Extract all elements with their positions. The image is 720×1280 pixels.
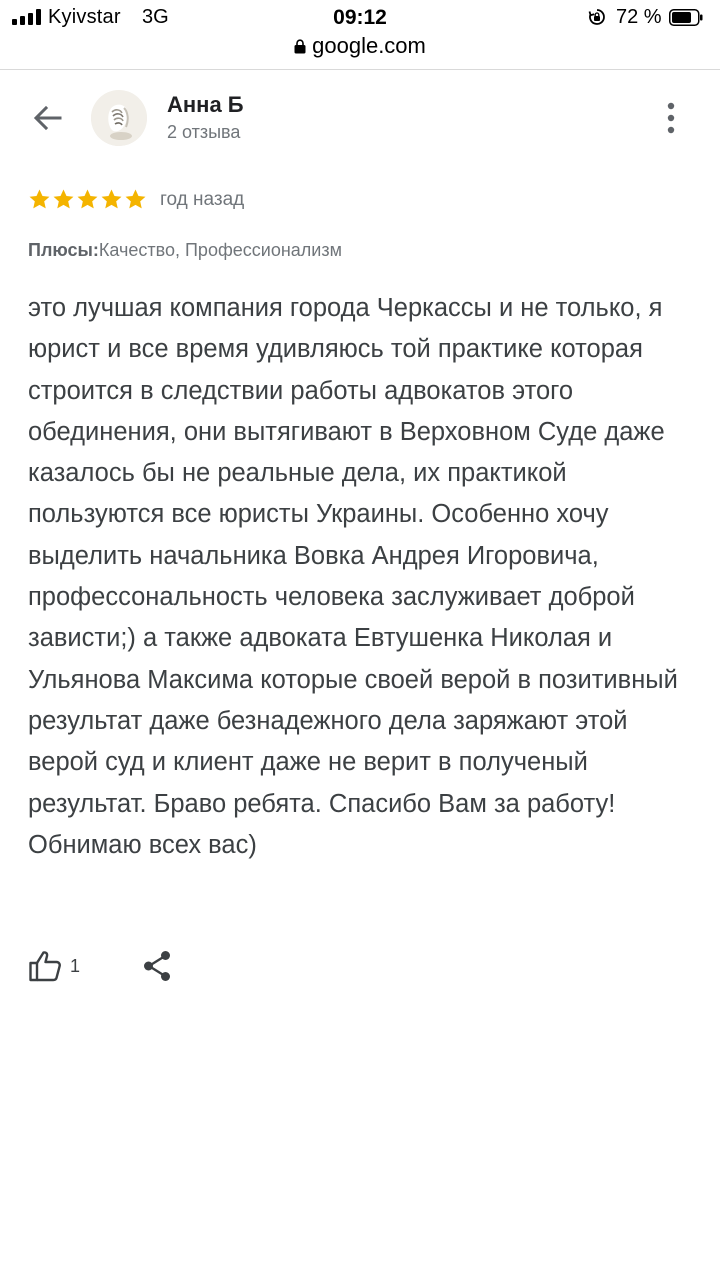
avatar-image <box>91 90 147 146</box>
pros-label: Плюсы: <box>28 240 99 260</box>
star-icon <box>28 188 51 211</box>
star-icon <box>100 188 123 211</box>
like-button[interactable] <box>28 946 80 986</box>
divider <box>0 69 720 70</box>
rotation-lock-icon <box>588 8 606 26</box>
lock-icon <box>294 39 306 54</box>
thumb-up-icon <box>28 949 62 983</box>
back-arrow-icon <box>32 102 64 134</box>
carrier-name: Kyivstar <box>48 6 121 28</box>
avatar[interactable] <box>91 90 147 146</box>
more-vert-icon <box>666 102 676 134</box>
author-review-count: 2 отзыва <box>167 122 241 142</box>
status-bar <box>0 0 720 34</box>
like-count: 1 <box>70 955 81 976</box>
more-options-button[interactable] <box>656 98 686 138</box>
address-bar[interactable] <box>0 33 720 61</box>
author-name[interactable]: Анна Б <box>167 92 244 117</box>
star-icon <box>124 188 147 211</box>
status-time: 09:12 <box>333 6 387 29</box>
back-button[interactable] <box>28 98 68 138</box>
battery-icon <box>669 9 703 26</box>
network-type: 3G <box>142 6 169 28</box>
battery-percent: 72 % <box>616 6 662 28</box>
share-button[interactable] <box>140 948 174 984</box>
star-rating <box>28 188 147 211</box>
star-icon <box>52 188 75 211</box>
star-icon <box>76 188 99 211</box>
share-icon <box>142 950 172 982</box>
pros-line <box>28 240 342 261</box>
pros-value: Качество, Профессионализм <box>98 240 342 260</box>
review-time: год назад <box>160 189 245 210</box>
url-text: google.com <box>312 33 426 58</box>
review-text: это лучшая компания города Черкассы и не только, я юрист и все время удивляюсь той практике которая строится в следствии работы адвокатов этого обединения, они вытягивают в Верховном Суде даже казалось бы не реальные дела, их практикой пользуются все юристы Украины. Особенно хочу выделить начальника Вовка Андрея Игоровича, профессональность человека заслуживает доброй зависти;) а также адвоката Евтушенка Николая и Ульянова Максима которые своей верой в позитивный результат даже безнадежного дела заряжают этой верой суд и клиент даже не верит в полученый результат. Браво ребята. Спасибо Вам за работу! Обнимаю всех вас) <box>28 294 678 859</box>
